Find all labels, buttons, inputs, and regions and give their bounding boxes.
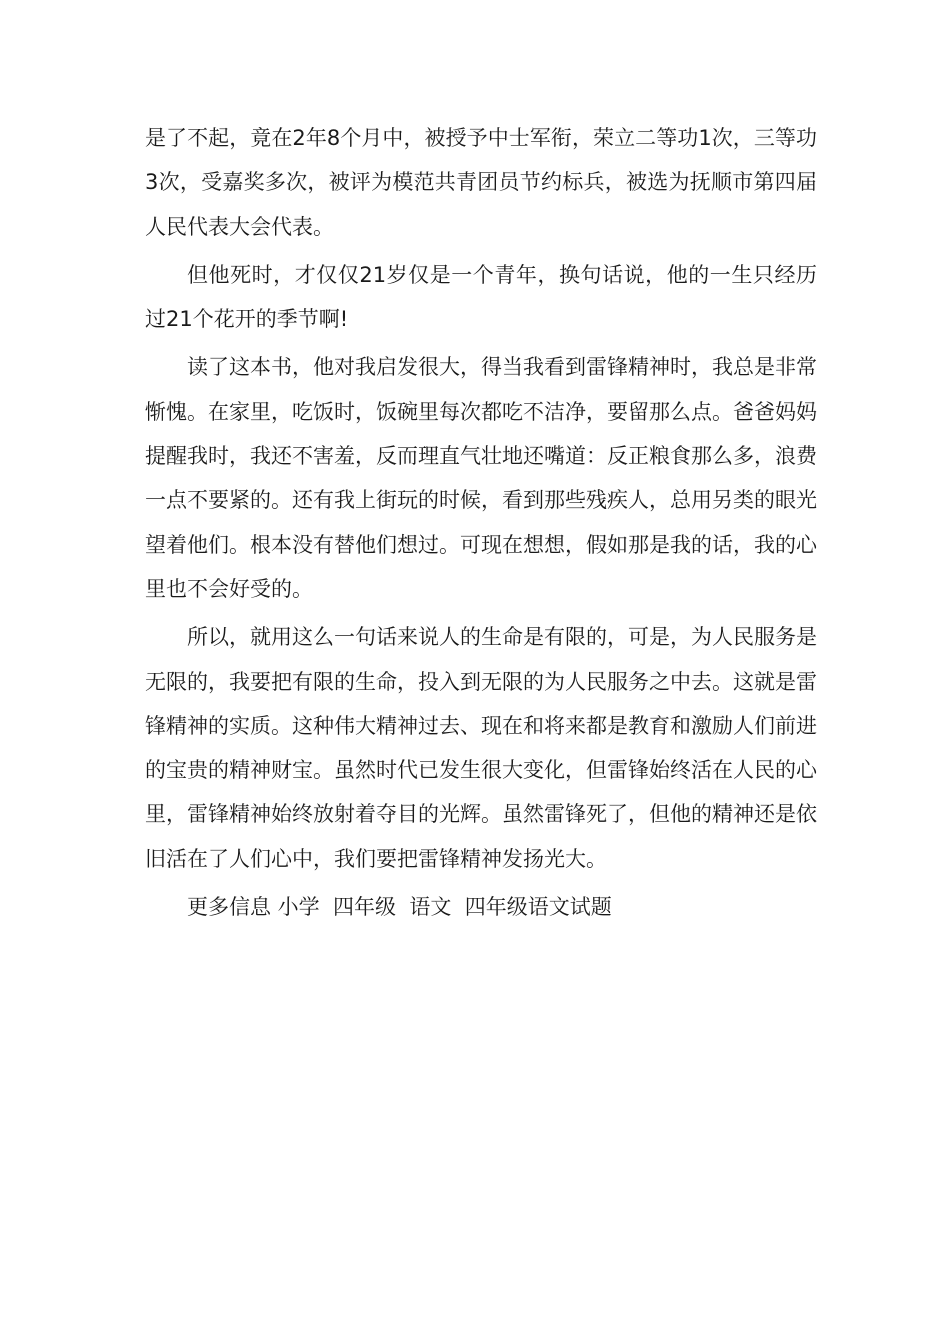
paragraph-1: 是了不起，竟在2年8个月中，被授予中士军衔，荣立二等功1次，三等功3次，受嘉奖多次，被评为模范共青团员节约标兵，被选为抚顺市第四届人民代表大会代表。	[145, 126, 817, 239]
paragraph-4: 所以，就用这么一句话来说人的生命是有限的，可是，为人民服务是无限的，我要把有限的生命，投入到无限的为人民服务之中去。这就是雷锋精神的实质。这种伟大精神过去、现在和将来都是教育和激励人们前进的宝贵的精神财宝。虽然时代已发生很大变化，但雷锋始终活在人民的心里，雷锋精神始终放射着夺目的光辉。虽然雷锋死了，但他的精神还是依旧活在了人们心中，我们要把雷锋精神发扬光大。	[145, 625, 817, 871]
paragraph-2: 但他死时，才仅仅21岁仅是一个青年，换句话说，他的一生只经历过21个花开的季节啊!	[145, 262, 817, 332]
more-info-links[interactable]: 更多信息 小学 四年级 语文 四年级语文试题	[187, 895, 612, 920]
document-body	[145, 116, 817, 929]
paragraph-3: 读了这本书，他对我启发很大，得当我看到雷锋精神时，我总是非常惭愧。在家里，吃饭时，饭碗里每次都吃不洁净，要留那么点。爸爸妈妈提醒我时，我还不害羞，反而理直气壮地还嘴道：反正粮食那么多，浪费一点不要紧的。还有我上街玩的时候，看到那些残疾人，总用另类的眼光望着他们。根本没有替他们想过。可现在想想，假如那是我的话，我的心里也不会好受的。	[145, 355, 817, 601]
